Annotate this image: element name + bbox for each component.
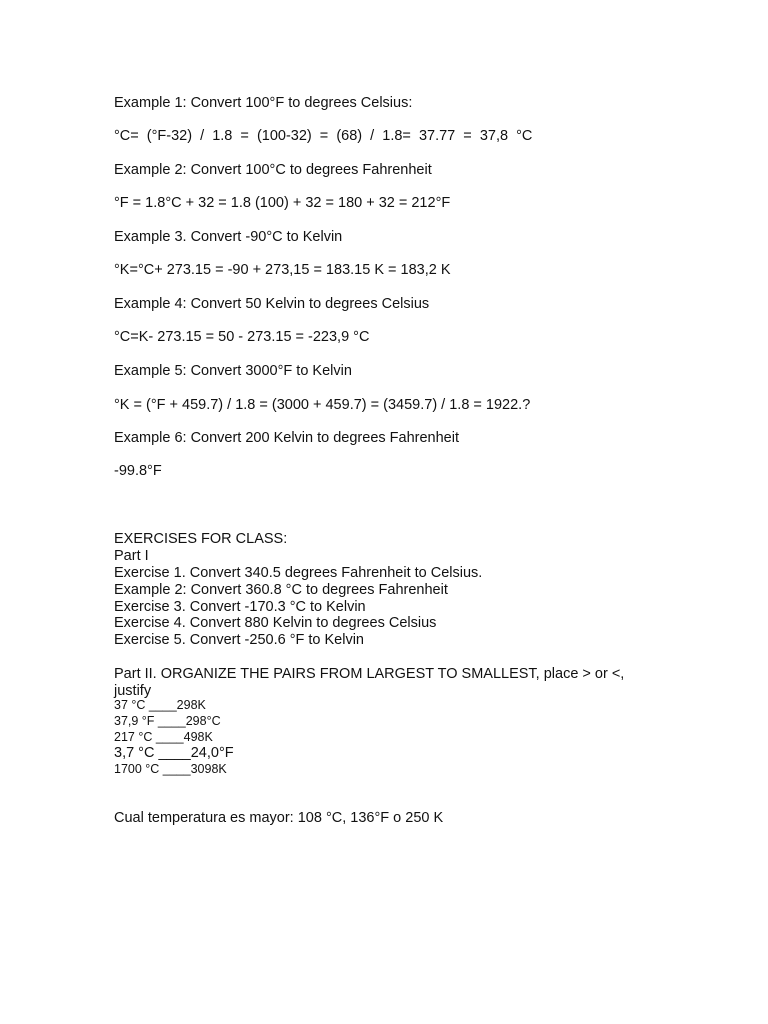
part-2-heading-continued: justify xyxy=(114,683,152,699)
example-6-title: Example 6: Convert 200 Kelvin to degrees Fahrenheit xyxy=(114,430,459,446)
example-4-title: Example 4: Convert 50 Kelvin to degrees Celsius xyxy=(114,296,430,312)
example-3-work: °K=°C+ 273.15 = -90 + 273,15 = 183.15 K = 183,2 K xyxy=(114,262,451,278)
exercise-item: Exercise 3. Convert -170.3 °C to Kelvin xyxy=(114,599,366,615)
exercises-heading: EXERCISES FOR CLASS: xyxy=(114,531,288,547)
example-2-title: Example 2: Convert 100°C to degrees Fahrenheit xyxy=(114,162,432,178)
question: Cual temperatura es mayor: 108 °C, 136°F o 250 K xyxy=(114,810,444,826)
example-5-title: Example 5: Convert 3000°F to Kelvin xyxy=(114,363,352,379)
exercise-item: Example 2: Convert 360.8 °C to degrees Fahrenheit xyxy=(114,582,448,598)
comparison-pair: 1700 °C ____3098K xyxy=(114,762,227,776)
comparison-pair: 217 °C ____498K xyxy=(114,730,213,744)
example-3-title: Example 3. Convert -90°C to Kelvin xyxy=(114,229,343,245)
exercise-item: Exercise 4. Convert 880 Kelvin to degrees Celsius xyxy=(114,615,437,631)
comparison-pair: 37,9 °F ____298°C xyxy=(114,714,221,728)
part-2-heading: Part II. ORGANIZE THE PAIRS FROM LARGEST TO SMALLEST, place > or <, xyxy=(114,666,625,682)
example-1-title: Example 1: Convert 100°F to degrees Celsius: xyxy=(114,95,413,111)
comparison-pair: 37 °C ____298K xyxy=(114,698,206,712)
comparison-pair: 3,7 °C ____24,0°F xyxy=(114,745,234,761)
example-5-work: °K = (°F + 459.7) / 1.8 = (3000 + 459.7) = (3459.7) / 1.8 = 1922.? xyxy=(114,397,531,413)
exercise-item: Exercise 1. Convert 340.5 degrees Fahrenheit to Celsius. xyxy=(114,565,483,581)
exercise-item: Exercise 5. Convert -250.6 °F to Kelvin xyxy=(114,632,364,648)
example-4-work: °C=K- 273.15 = 50 - 273.15 = -223,9 °C xyxy=(114,329,370,345)
example-1-work: °C= (°F-32) / 1.8 = (100-32) = (68) / 1.8= 37.77 = 37,8 °C xyxy=(114,128,533,144)
part-1-label: Part I xyxy=(114,548,149,564)
example-2-work: °F = 1.8°C + 32 = 1.8 (100) + 32 = 180 + 32 = 212°F xyxy=(114,195,451,211)
example-6-work: -99.8°F xyxy=(114,463,162,479)
